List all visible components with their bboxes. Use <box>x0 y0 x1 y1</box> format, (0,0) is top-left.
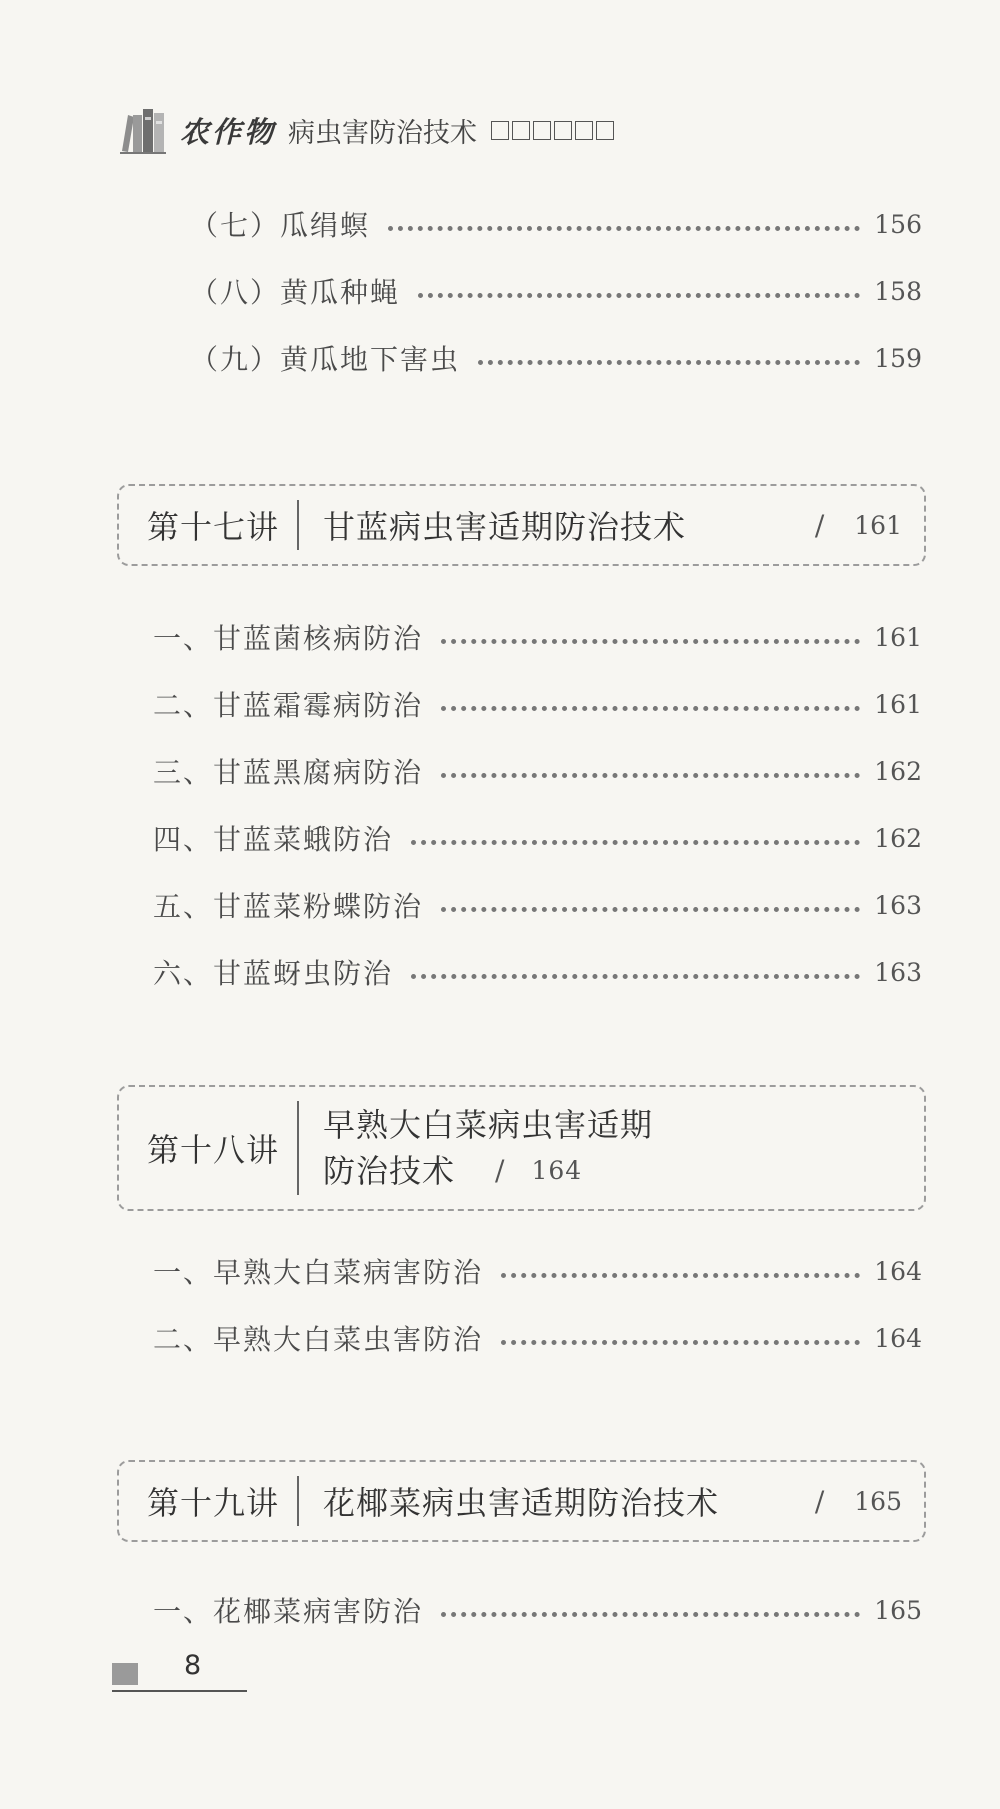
entry-label: 二、早熟大白菜虫害防治 <box>153 1323 484 1356</box>
entry-label: 四、甘蓝菜蛾防治 <box>153 823 394 856</box>
chapter-title-line: 早熟大白菜病虫害适期 <box>323 1106 654 1144</box>
entry-label: （八）黄瓜种蝇 <box>190 276 401 309</box>
dot-leader <box>441 1612 860 1617</box>
chapter-title: 甘蓝病虫害适期防治技术 <box>323 508 687 546</box>
toc-entry[interactable] <box>153 1249 922 1293</box>
entry-label: 二、甘蓝霜霉病防治 <box>153 689 424 722</box>
book-brand: 农作物 <box>180 114 277 149</box>
chapter-number: 第十七讲 <box>147 508 280 546</box>
chapter-heading-19[interactable] <box>117 1460 926 1542</box>
toc-entry[interactable] <box>153 883 922 927</box>
toc-entry[interactable] <box>153 615 922 659</box>
entry-page: 164 <box>874 1323 922 1353</box>
chapter-page: 161 <box>854 510 902 540</box>
placeholder-box <box>554 121 572 140</box>
toc-entry[interactable] <box>153 682 922 726</box>
chapter-title: 花椰菜病虫害适期防治技术 <box>323 1484 720 1522</box>
running-header <box>118 100 614 160</box>
dot-leader <box>501 1273 860 1278</box>
entry-page: 156 <box>874 209 922 239</box>
placeholder-box <box>512 121 530 140</box>
page-number: 8 <box>184 1650 202 1681</box>
dot-leader <box>388 226 860 231</box>
chapter-page: 165 <box>854 1486 902 1516</box>
footer-rule <box>112 1690 247 1692</box>
chapter-title-line <box>323 1148 653 1194</box>
chapter-heading-17[interactable] <box>117 484 926 566</box>
chapter-slash: / <box>814 508 825 542</box>
book-subtitle: 病虫害防治技术 <box>288 117 478 149</box>
placeholder-box <box>491 121 509 140</box>
entry-page: 162 <box>874 823 922 853</box>
entry-page: 163 <box>874 890 922 920</box>
chapter-number: 第十九讲 <box>147 1484 280 1522</box>
dot-leader <box>478 360 860 365</box>
entry-page: 158 <box>874 276 922 306</box>
chapter-title <box>299 1102 653 1194</box>
entry-label: 三、甘蓝黑腐病防治 <box>153 756 424 789</box>
chapter-number: 第十八讲 <box>147 1131 280 1169</box>
page-footer <box>112 1650 247 1690</box>
chapter-slash: / <box>814 1484 825 1518</box>
entry-page: 165 <box>874 1595 922 1625</box>
entry-page: 161 <box>874 689 922 719</box>
placeholder-boxes <box>491 121 614 140</box>
entry-label: 六、甘蓝蚜虫防治 <box>153 957 394 990</box>
entry-label: 五、甘蓝菜粉蝶防治 <box>153 890 424 923</box>
placeholder-box <box>575 121 593 140</box>
chapter-page: 164 <box>531 1156 583 1185</box>
toc-entry[interactable] <box>153 950 922 994</box>
toc-entry[interactable] <box>190 269 922 313</box>
toc-entry[interactable] <box>153 1588 922 1632</box>
footer-tile-icon <box>112 1663 138 1685</box>
entry-page: 159 <box>874 343 922 373</box>
dot-leader <box>411 974 860 979</box>
dot-leader <box>411 840 860 845</box>
entry-label: （七）瓜绢螟 <box>190 209 371 242</box>
chapter-title-part: 防治技术 <box>323 1152 456 1190</box>
entry-label: （九）黄瓜地下害虫 <box>190 343 461 376</box>
dot-leader <box>418 293 860 298</box>
toc-entry[interactable] <box>190 202 922 246</box>
dot-leader <box>441 907 860 912</box>
entry-page: 161 <box>874 622 922 652</box>
toc-entry[interactable] <box>153 1316 922 1360</box>
books-icon <box>118 105 168 155</box>
entry-page: 163 <box>874 957 922 987</box>
entry-label: 一、早熟大白菜病害防治 <box>153 1256 484 1289</box>
dot-leader <box>441 639 860 644</box>
dot-leader <box>501 1340 860 1345</box>
entry-label: 一、甘蓝菌核病防治 <box>153 622 424 655</box>
entry-page: 164 <box>874 1256 922 1286</box>
toc-entry[interactable] <box>190 336 922 380</box>
chapter-heading-18[interactable] <box>117 1085 926 1211</box>
placeholder-box <box>533 121 551 140</box>
chapter-slash: / <box>495 1154 506 1187</box>
toc-entry[interactable] <box>153 816 922 860</box>
dot-leader <box>441 706 860 711</box>
placeholder-box <box>596 121 614 140</box>
dot-leader <box>441 773 860 778</box>
entry-label: 一、花椰菜病害防治 <box>153 1595 424 1628</box>
toc-entry[interactable] <box>153 749 922 793</box>
entry-page: 162 <box>874 756 922 786</box>
